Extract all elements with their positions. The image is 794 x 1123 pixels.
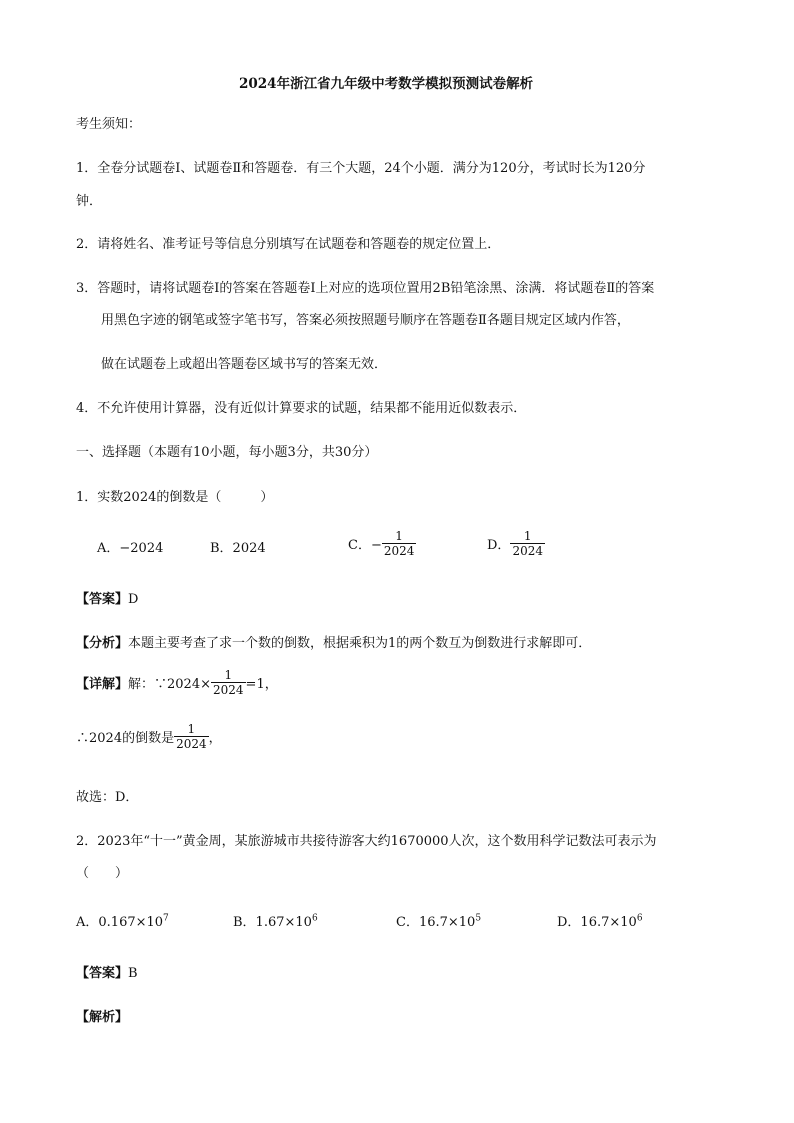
q2-option-a-exponent: 7 [163,913,169,924]
analysis-label: 【解析】 [76,1010,129,1025]
q1-option-b: B．2024 [210,541,266,556]
q2-option-a-base: A．0.167×10 [76,915,164,930]
q2-option-d [557,911,643,930]
fraction-numerator: 1 [523,529,532,543]
notice-item-3: 3．答题时，请将试题卷Ⅰ的答案在答题卷Ⅰ上对应的选项位置用2B铅笔涂黑、涂满．将试题卷Ⅱ的答案 [76,281,655,296]
q2-option-d-exponent: 6 [636,913,643,924]
q1-option-a: A．−2024 [97,541,164,556]
notice-item-4: 4．不允许使用计算器，没有近似计算要求的试题，结果都不能用近似数表示． [76,401,527,416]
analysis-label: 【分析】 [76,636,129,651]
detail-prefix: 解：∵2024× [128,677,211,692]
question-2-stem-cont: （ ） [76,866,129,881]
therefore-suffix: ， [208,731,222,746]
fraction-numerator: 1 [224,668,233,682]
fraction-denominator: 2024 [213,683,244,697]
fraction-numerator: 1 [395,529,403,543]
question-1-stem: 1．实数2024的倒数是（ ） [76,490,274,505]
q2-option-c [396,911,481,930]
notice-item-1: 1．全卷分试题卷Ⅰ、试题卷Ⅱ和答题卷．有三个大题，24个小题．满分为120分，考试时长为120分 [76,161,646,176]
fraction-denominator: 2024 [383,544,415,558]
q1-therefore [76,722,222,751]
answer-label: 【答案】 [76,592,129,607]
answer-value: D [128,592,139,607]
notice-item-2: 2．请将姓名、准考证号等信息分别填写在试题卷和答题卷的规定位置上． [76,237,501,252]
q2-option-d-base: D．16.7×10 [557,915,637,930]
fraction-denominator: 2024 [176,737,207,751]
question-2-stem: 2．2023年“十一”黄金周，某旅游城市共接待游客大约1670000人次，这个数用科学记数法可表示为 [76,834,657,849]
notice-item-1-cont: 钟． [76,194,103,209]
q1-analysis [76,632,591,651]
answer-label: 【答案】 [76,966,129,981]
notice-heading: 考生须知： [76,117,142,132]
q1-option-c-fraction [382,529,417,558]
page-title: 2024年浙江省九年级中考数学模拟预测试卷解析 [239,76,534,92]
therefore-fraction [174,722,209,751]
fraction-denominator: 2024 [512,544,543,558]
q1-option-d [487,529,545,558]
q2-option-a [76,911,169,930]
q2-option-c-base: C．16.7×10 [396,915,476,930]
q2-analysis-label [76,1006,128,1025]
q1-detail [76,668,278,697]
detail-label: 【详解】 [76,677,129,692]
q2-option-b-base: B．1.67×10 [233,915,312,930]
q1-option-d-fraction [510,529,545,558]
q1-option-c [348,529,416,558]
q1-choose: 故选：D． [76,790,139,805]
q2-option-b [233,911,318,930]
detail-suffix: =1， [245,677,278,692]
answer-value: B [128,966,138,981]
q1-answer [76,588,138,607]
q1-option-d-prefix: D． [487,538,511,553]
q2-option-c-exponent: 5 [475,913,482,924]
detail-fraction [211,668,246,697]
q2-answer [76,962,138,981]
q2-option-b-exponent: 6 [311,913,318,924]
notice-item-3-cont: 用黑色字迹的钢笔或签字笔书写，答案必须按照题号顺序在答题卷Ⅱ各题目规定区域内作答， [101,313,630,328]
analysis-text: 本题主要考查了求一个数的倒数，根据乘积为1的两个数互为倒数进行求解即可． [128,636,592,651]
fraction-numerator: 1 [187,722,196,736]
therefore-prefix: ∴2024的倒数是 [76,731,175,746]
notice-item-3-cont2: 做在试题卷上或超出答题卷区域书写的答案无效． [101,357,388,372]
q1-option-c-prefix: C．− [348,538,382,553]
section-heading: 一、选择题（本题有10小题，每小题3分，共30分） [76,445,378,460]
